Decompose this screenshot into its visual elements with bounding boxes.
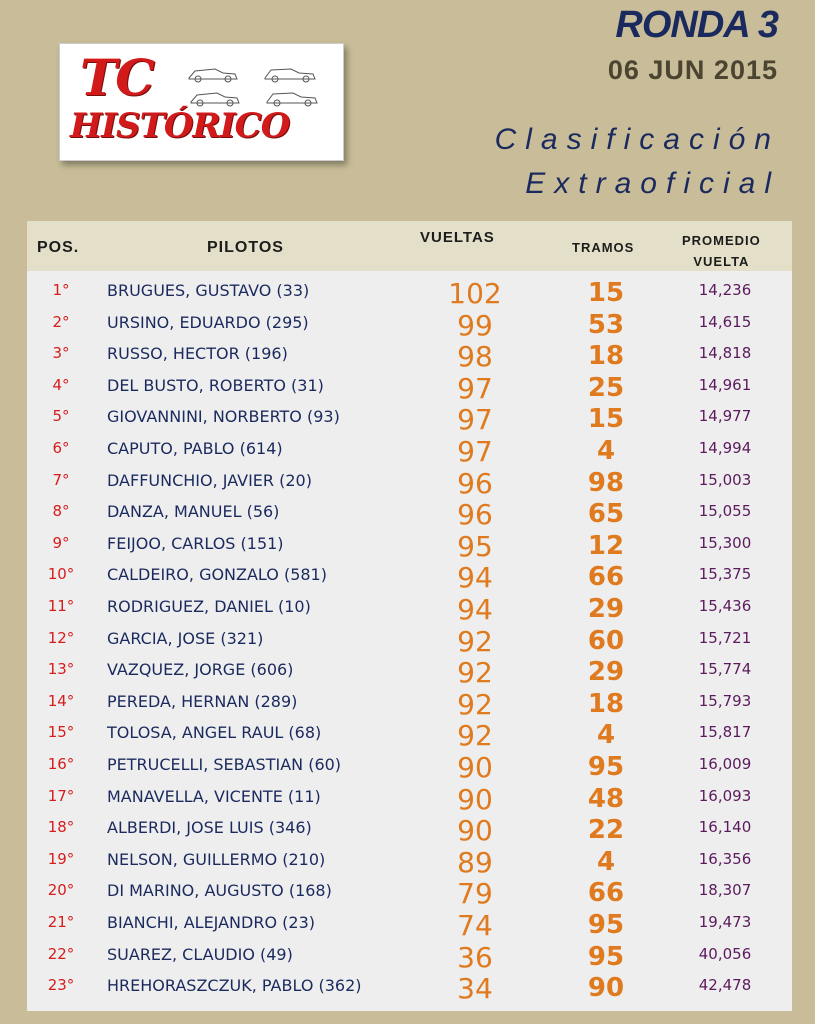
row-average-lap: 15,055 <box>698 502 752 521</box>
table-row <box>27 717 792 753</box>
row-driver: PETRUCELLI, SEBASTIAN (60) <box>107 755 342 774</box>
row-laps: 94 <box>457 561 493 595</box>
row-laps: 97 <box>457 371 493 405</box>
results-table <box>27 221 792 1011</box>
classification-line-1: Clasificación <box>494 123 780 156</box>
row-driver: NELSON, GUILLERMO (210) <box>107 849 326 869</box>
row-average-lap: 14,236 <box>698 281 752 299</box>
row-position: 15° <box>47 723 75 742</box>
row-average-lap: 15,436 <box>698 597 752 615</box>
row-average-lap: 15,793 <box>698 691 752 710</box>
event-date: 06 JUN 2015 <box>607 55 778 85</box>
row-sections: 29 <box>587 657 625 688</box>
row-driver: DAFFUNCHIO, JAVIER (20) <box>107 470 312 490</box>
table-row <box>27 686 792 721</box>
row-sections: 48 <box>587 783 625 814</box>
row-laps: 96 <box>457 466 493 500</box>
row-position: 14° <box>47 691 75 710</box>
row-driver: RODRIGUEZ, DANIEL (10) <box>107 597 311 616</box>
row-laps: 92 <box>457 687 493 721</box>
row-sections: 12 <box>587 530 625 561</box>
table-row <box>27 844 792 879</box>
row-position: 10° <box>47 565 75 584</box>
row-sections: 90 <box>587 973 625 1004</box>
row-laps: 96 <box>457 498 493 532</box>
row-laps: 97 <box>457 435 493 468</box>
header-promedio-line2: VUELTA <box>693 254 750 269</box>
row-sections: 4 <box>596 720 616 751</box>
row-laps: 34 <box>457 972 493 1006</box>
row-driver: FEIJOO, CARLOS (151) <box>107 533 284 553</box>
row-sections: 18 <box>587 688 625 719</box>
row-driver: VAZQUEZ, JORGE (606) <box>107 660 294 680</box>
row-laps: 92 <box>457 624 493 658</box>
row-driver: GARCIA, JOSE (321) <box>107 628 264 648</box>
row-sections: 53 <box>587 309 625 340</box>
row-driver: MANAVELLA, VICENTE (11) <box>107 786 321 806</box>
table-row <box>27 623 792 658</box>
row-driver: DANZA, MANUEL (56) <box>107 502 280 522</box>
row-driver: ALBERDI, JOSE LUIS (346) <box>107 818 312 838</box>
logo-tc-text: TC <box>80 48 154 107</box>
row-sections: 66 <box>587 562 625 593</box>
row-sections: 95 <box>587 910 625 940</box>
table-row <box>27 875 792 911</box>
row-average-lap: 15,817 <box>698 723 752 742</box>
row-laps: 90 <box>457 814 493 848</box>
row-sections: 15 <box>587 404 625 435</box>
row-sections: 66 <box>587 878 625 909</box>
table-row <box>27 370 792 405</box>
row-driver: GIOVANNINI, NORBERTO (93) <box>107 407 340 427</box>
row-position: 7° <box>52 470 70 489</box>
row-average-lap: 14,615 <box>698 312 752 331</box>
row-average-lap: 14,961 <box>698 375 752 394</box>
row-driver: DEL BUSTO, ROBERTO (31) <box>107 375 324 395</box>
row-laps: 92 <box>457 719 493 753</box>
row-sections: 95 <box>587 752 625 782</box>
row-laps: 74 <box>457 909 493 942</box>
table-row <box>27 275 792 310</box>
table-row <box>27 907 792 942</box>
row-position: 18° <box>47 818 75 837</box>
classification-title <box>380 118 780 206</box>
row-position: 19° <box>47 849 75 868</box>
row-average-lap: 16,356 <box>698 849 752 868</box>
row-laps: 36 <box>457 940 493 974</box>
header-pilotos: PILOTOS <box>207 239 284 256</box>
row-sections: 60 <box>587 625 625 656</box>
classification-line-2: Extraoficial <box>525 167 780 200</box>
row-position: 12° <box>47 628 75 647</box>
row-sections: 4 <box>596 846 616 877</box>
table-row <box>27 970 792 1006</box>
classic-cars-icon <box>185 58 335 110</box>
row-position: 5° <box>52 407 70 426</box>
table-row <box>27 654 792 690</box>
row-driver: CALDEIRO, GONZALO (581) <box>107 565 327 585</box>
row-driver: PEREDA, HERNAN (289) <box>107 691 298 711</box>
row-position: 1° <box>52 281 70 299</box>
row-laps: 92 <box>457 656 493 690</box>
row-driver: HREHORASZCZUK, PABLO (362) <box>107 976 362 996</box>
row-driver: DI MARINO, AUGUSTO (168) <box>107 881 332 901</box>
row-average-lap: 18,307 <box>698 881 752 900</box>
row-position: 6° <box>52 439 70 457</box>
table-row <box>27 749 792 784</box>
row-average-lap: 14,818 <box>698 344 752 363</box>
row-position: 8° <box>52 502 70 521</box>
table-row <box>27 496 792 532</box>
row-sections: 22 <box>587 815 625 846</box>
row-sections: 25 <box>587 372 625 403</box>
row-average-lap: 15,721 <box>698 628 752 647</box>
table-row <box>27 338 792 374</box>
row-driver: TOLOSA, ANGEL RAUL (68) <box>107 723 322 743</box>
row-position: 23° <box>47 976 75 995</box>
row-position: 20° <box>47 881 75 900</box>
row-sections: 95 <box>587 941 625 972</box>
row-average-lap: 42,478 <box>698 976 752 995</box>
table-row <box>27 781 792 816</box>
row-laps: 95 <box>457 529 493 563</box>
row-sections: 65 <box>587 499 625 530</box>
table-row <box>27 401 792 437</box>
row-position: 21° <box>47 913 75 931</box>
table-row <box>27 812 792 848</box>
table-row <box>27 939 792 974</box>
row-average-lap: 14,977 <box>698 407 752 426</box>
row-sections: 29 <box>587 594 625 624</box>
row-position: 4° <box>52 375 70 394</box>
row-driver: BRUGUES, GUSTAVO (33) <box>107 281 310 300</box>
header-tramos: TRAMOS <box>572 240 635 255</box>
row-position: 9° <box>52 533 70 552</box>
row-average-lap: 15,003 <box>698 470 752 489</box>
table-row <box>27 307 792 342</box>
row-laps: 99 <box>457 308 493 342</box>
row-average-lap: 15,375 <box>698 565 752 584</box>
table-row <box>27 559 792 595</box>
row-position: 2° <box>52 312 70 331</box>
header-vueltas: VUELTAS <box>420 229 495 246</box>
row-sections: 4 <box>596 436 616 466</box>
row-position: 13° <box>47 660 75 679</box>
round-title: RONDA 3 <box>615 4 778 46</box>
row-average-lap: 15,774 <box>698 660 752 679</box>
row-laps: 97 <box>457 403 493 437</box>
row-average-lap: 14,994 <box>698 439 752 457</box>
row-laps: 90 <box>457 751 493 784</box>
row-average-lap: 16,093 <box>698 786 752 805</box>
table-row <box>27 465 792 500</box>
row-sections: 18 <box>587 341 625 372</box>
row-average-lap: 40,056 <box>698 944 752 963</box>
table-row <box>27 528 792 563</box>
row-sections: 98 <box>587 467 625 498</box>
row-average-lap: 16,009 <box>698 755 752 773</box>
tc-historico-logo <box>59 43 344 161</box>
header-pos: POS. <box>37 239 80 256</box>
row-position: 16° <box>47 755 75 773</box>
logo-historico-text: HISTÓRICO <box>70 106 290 146</box>
row-position: 11° <box>47 597 75 615</box>
row-position: 22° <box>47 944 75 963</box>
row-average-lap: 16,140 <box>698 818 752 837</box>
table-header <box>27 221 792 271</box>
header-promedio <box>682 230 761 272</box>
table-row <box>27 433 792 468</box>
row-driver: BIANCHI, ALEJANDRO (23) <box>107 913 315 932</box>
row-position: 17° <box>47 786 75 805</box>
row-sections: 15 <box>587 278 625 308</box>
row-laps: 102 <box>448 277 502 310</box>
row-driver: CAPUTO, PABLO (614) <box>107 439 283 458</box>
table-row <box>27 591 792 626</box>
row-laps: 98 <box>457 340 493 374</box>
row-average-lap: 19,473 <box>698 913 752 931</box>
row-laps: 89 <box>457 845 493 879</box>
row-driver: RUSSO, HECTOR (196) <box>107 344 288 364</box>
row-laps: 90 <box>457 782 493 816</box>
row-average-lap: 15,300 <box>698 533 752 552</box>
row-driver: URSINO, EDUARDO (295) <box>107 312 309 332</box>
row-driver: SUAREZ, CLAUDIO (49) <box>107 944 293 964</box>
header-promedio-line1: PROMEDIO <box>682 233 761 248</box>
row-position: 3° <box>52 344 70 363</box>
row-laps: 94 <box>457 593 493 626</box>
row-laps: 79 <box>457 877 493 911</box>
